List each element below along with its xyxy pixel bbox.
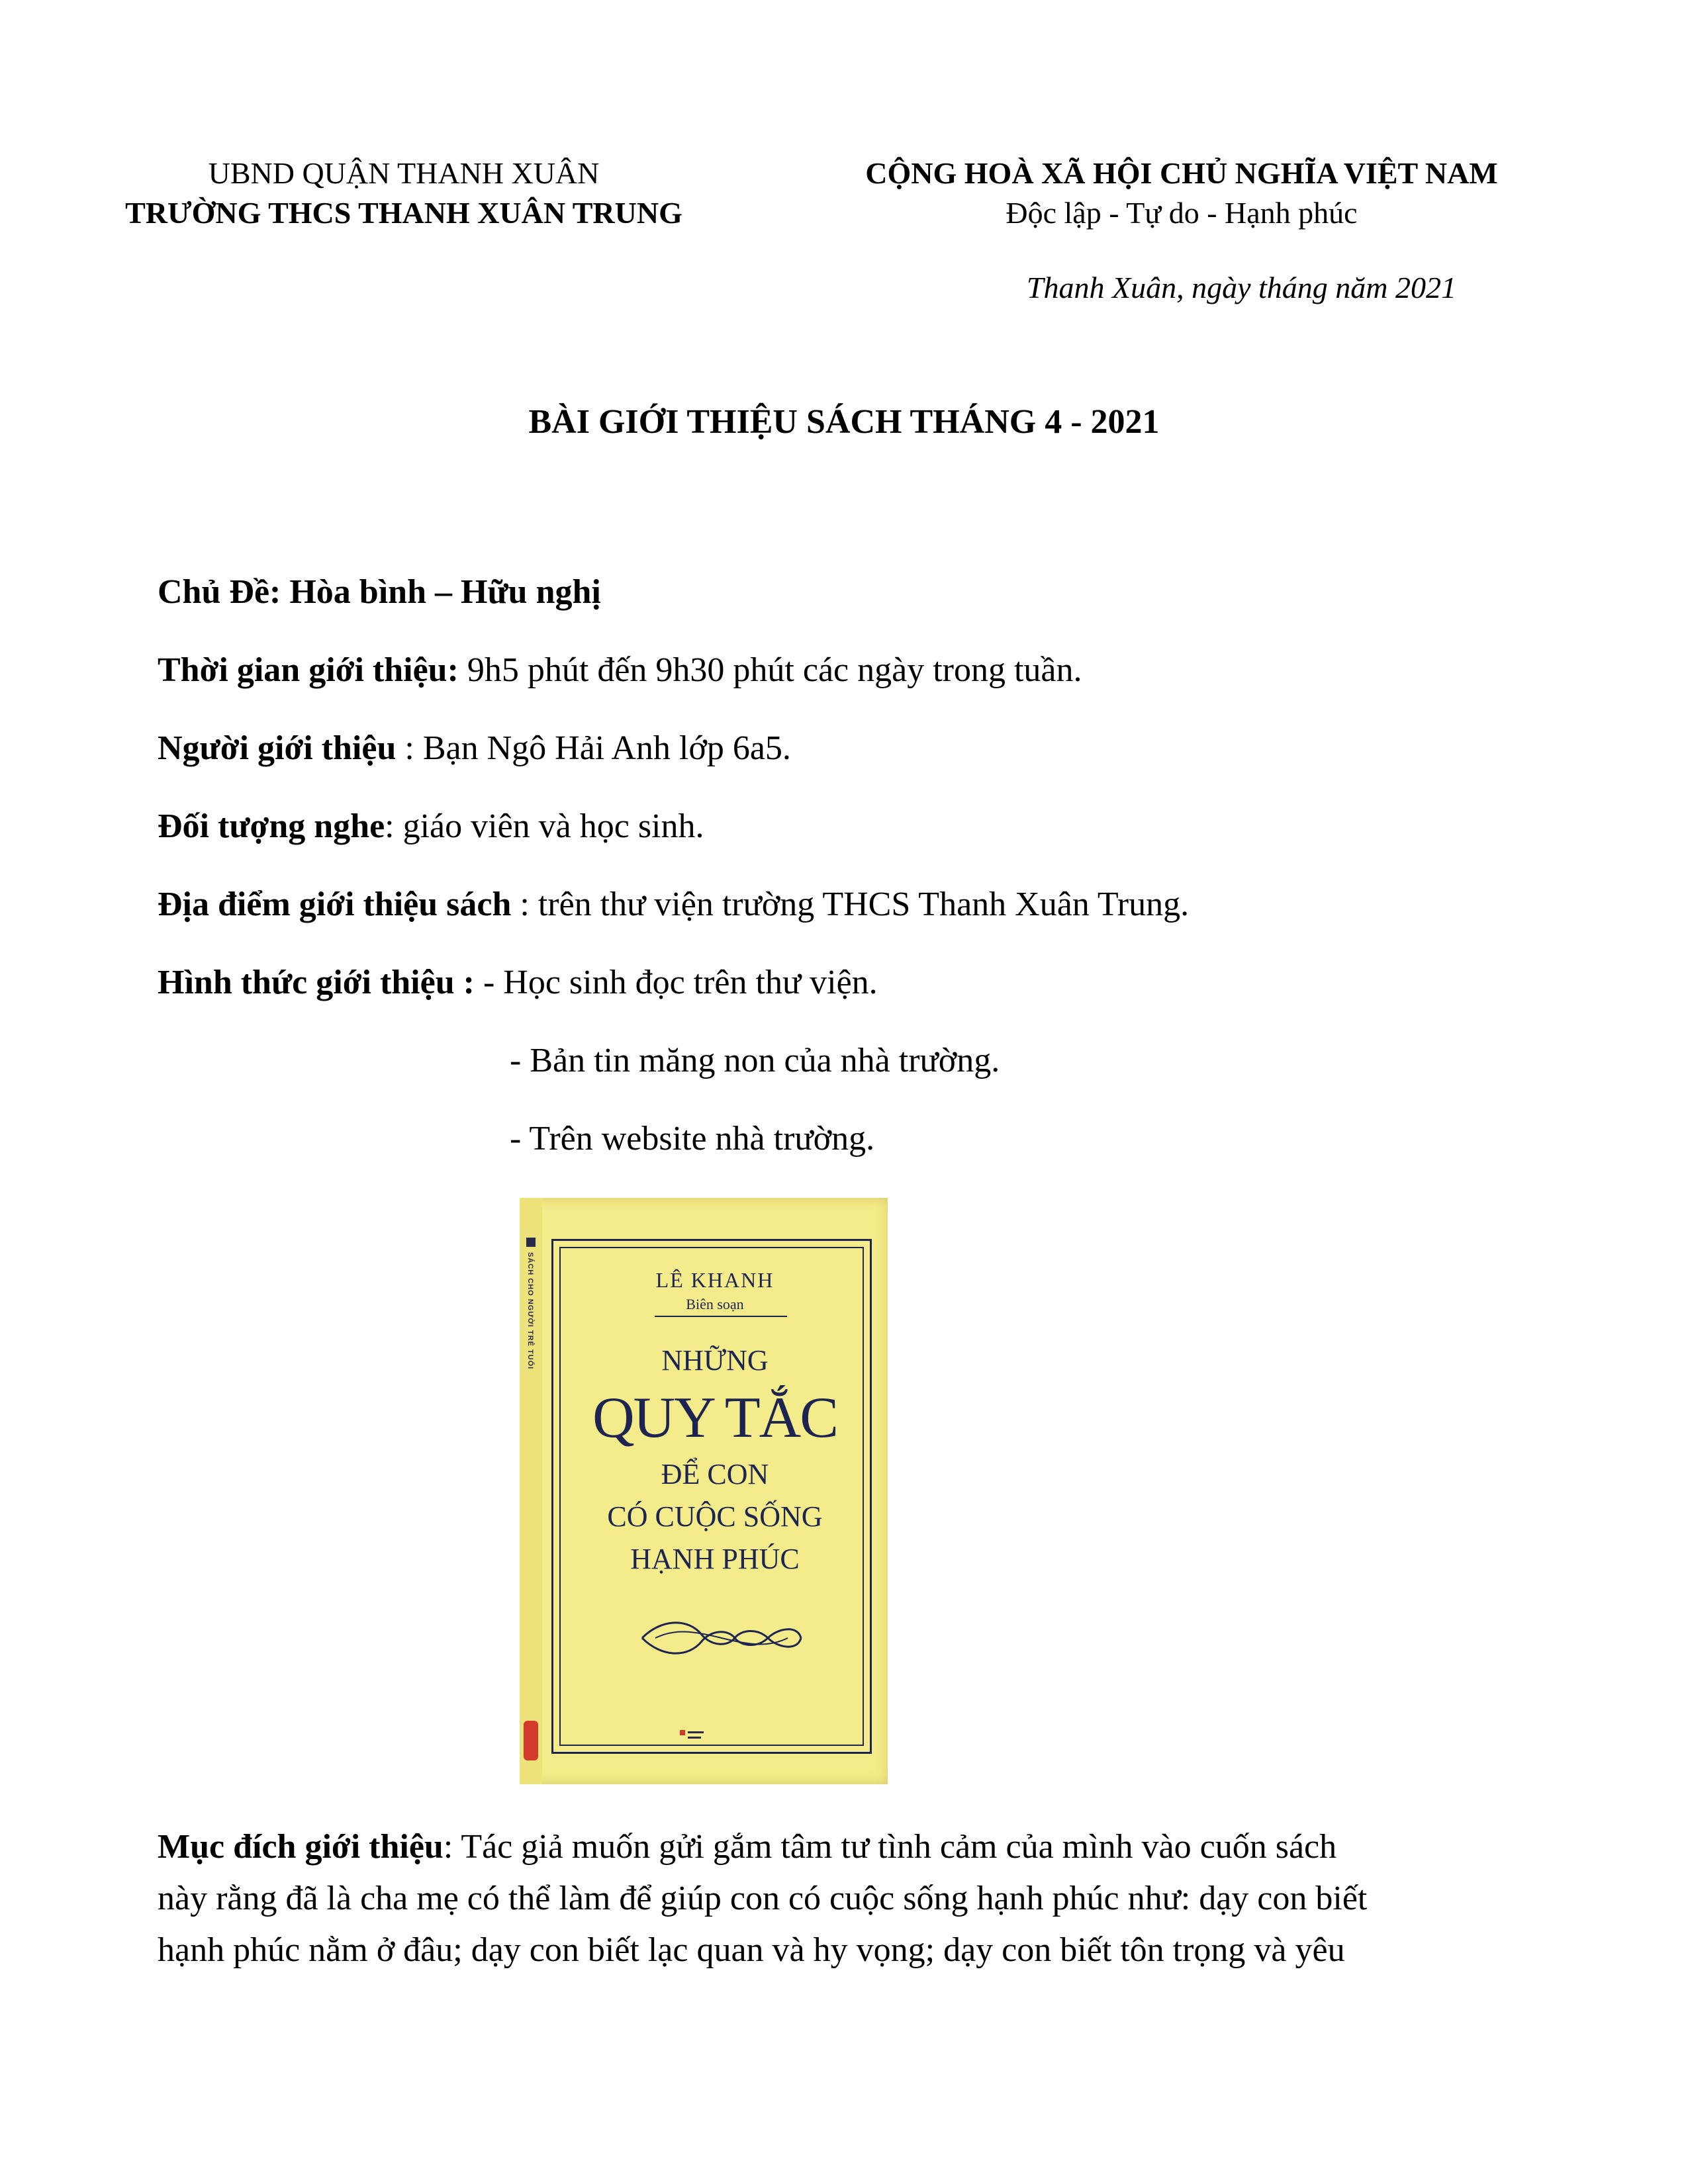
presenter-value: : Bạn Ngô Hải Anh lớp 6a5. (396, 729, 791, 767)
publisher-logo (524, 1721, 538, 1760)
form-item: - Bản tin măng non của nhà trường. (510, 1042, 1000, 1079)
spine-marker (526, 1238, 536, 1247)
book-title-line: NHỮNG (661, 1344, 769, 1377)
time-line (158, 649, 1082, 692)
book-title-line: HẠNH PHÚC (630, 1543, 800, 1575)
book-spine (520, 1198, 542, 1784)
book-cover-image (520, 1198, 888, 1784)
location-line (158, 883, 1189, 927)
district-name: UBND QUẬN THANH XUÂN (208, 156, 600, 190)
national-motto: Độc lập - Tự do - Hạnh phúc (1006, 196, 1358, 230)
audience-label: Đối tượng nghe (158, 807, 385, 845)
purpose-line (158, 1821, 1530, 1873)
form-item: - Trên website nhà trường. (510, 1120, 875, 1158)
book-title-line: CÓ CUỘC SỐNG (607, 1500, 823, 1533)
topic-line (158, 570, 601, 614)
header-left (106, 154, 702, 233)
national-title: CỘNG HOÀ XÃ HỘI CHỦ NGHĨA VIỆT NAM (865, 156, 1498, 190)
location-value: : trên thư viện trường THCS Thanh Xuân Trung. (511, 886, 1190, 923)
topic-text: Chủ Đề: Hòa bình – Hữu nghị (158, 573, 601, 611)
time-label: Thời gian giới thiệu: (158, 651, 459, 689)
presenter-label: Người giới thiệu (158, 729, 397, 767)
spine-text: SÁCH CHO NGƯỜI TRẺ TUỔI (526, 1252, 534, 1370)
document-title: BÀI GIỚI THIỆU SÁCH THÁNG 4 - 2021 (528, 403, 1160, 441)
time-value: 9h5 phút đến 9h30 phút các ngày trong tuần. (458, 651, 1082, 689)
presenter-line (158, 727, 791, 770)
book-title-line: QUY TẮC (592, 1386, 837, 1450)
purpose-paragraph (158, 1821, 1530, 1976)
purpose-text: : Tác giả muốn gửi gắm tâm tư tình cảm của mình vào cuốn sách (443, 1828, 1337, 1866)
form-label: Hình thức giới thiệu : (158, 964, 475, 1001)
purpose-line: hạnh phúc nằm ở đâu; dạy con biết lạc quan và hy vọng; dạy con biết tôn trọng và yêu (158, 1931, 1345, 1969)
form-line (158, 961, 878, 1005)
purpose-label: Mục đích giới thiệu (158, 1828, 444, 1866)
publisher-mark-icon (679, 1727, 705, 1745)
book-title-line: ĐỂ CON (661, 1458, 769, 1490)
author-underline (655, 1316, 787, 1317)
cover-frame-inner (559, 1247, 864, 1746)
purpose-line: này rằng đã là cha mẹ có thể làm để giúp con có cuộc sống hạnh phúc như: dạy con biết (158, 1880, 1368, 1917)
ornament-icon (635, 1615, 808, 1661)
document-date: Thanh Xuân, ngày tháng năm 2021 (1026, 271, 1456, 304)
form-item: - Học sinh đọc trên thư viện. (474, 964, 878, 1001)
audience-value: : giáo viên và học sinh. (385, 807, 704, 845)
book-role: Biên soạn (686, 1296, 744, 1312)
school-name: TRƯỜNG THCS THANH XUÂN TRUNG (125, 196, 682, 230)
audience-line (158, 805, 704, 848)
location-label: Địa điểm giới thiệu sách (158, 886, 512, 923)
book-author: LÊ KHANH (655, 1268, 774, 1292)
header-right (808, 154, 1556, 233)
